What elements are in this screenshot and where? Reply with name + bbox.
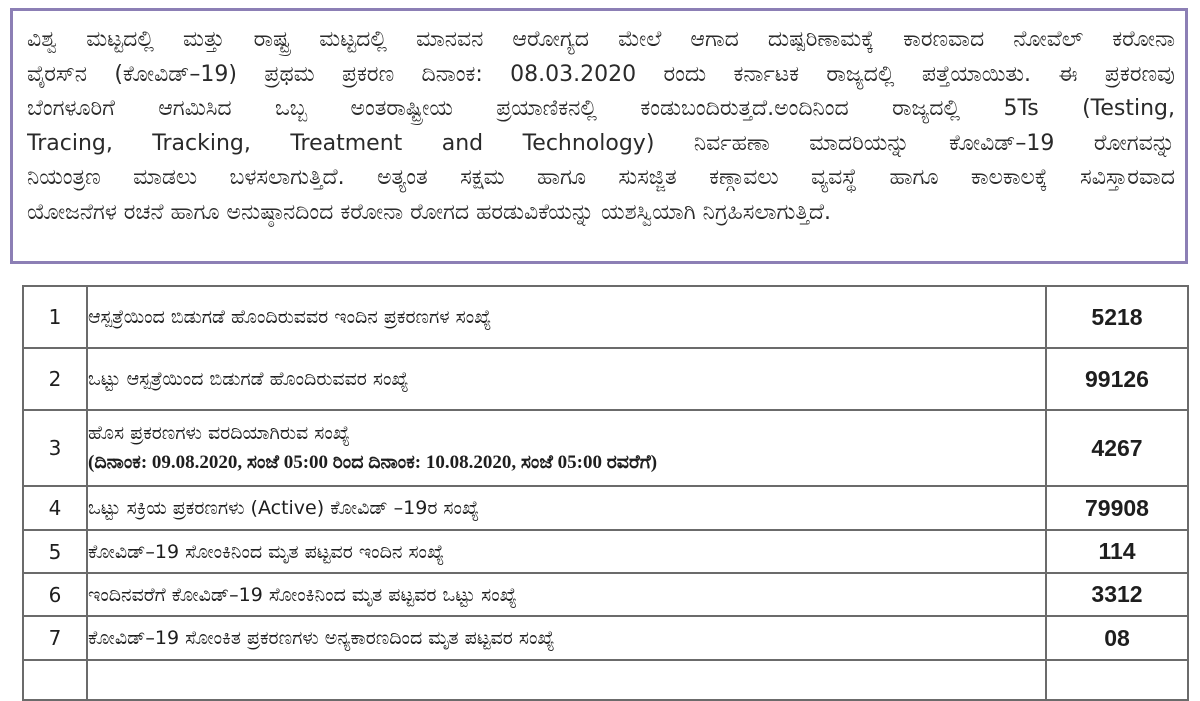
row-description: ಕೋವಿಡ್–19 ಸೋಂಕಿನಿಂದ ಮೃತ ಪಟ್ಟವರ ಇಂದಿನ ಸಂಖ್ಯೆ [87,530,1046,573]
intro-line-5: ನಿಯಂತ್ರಣ ಮಾಡಲು ಬಳಸಲಾಗುತ್ತಿದೆ. ಅತ್ಯಂತ ಸಕ್ಷಮ ಹಾಗೂ ಸುಸಜ್ಜಿತ ಕಣ್ಗಾವಲು ವ್ಯವಸ್ಥೆ ಹಾಗೂ ಕಾಲಕಾಲಕ್ಕೆ ಸವಿಸ್ತಾರವಾದ [27,165,1175,190]
row-value: 114 [1046,530,1188,573]
row-description: ಆಸ್ಪತ್ರೆಯಿಂದ ಬಿಡುಗಡೆ ಹೊಂದಿರುವವರ ಇಂದಿನ ಪ್ರಕರಣಗಳ ಸಂಖ್ಯೆ [87,286,1046,348]
row-value: 99126 [1046,348,1188,410]
row-number: 3 [23,410,87,486]
row-number [23,660,87,700]
intro-line-3: ಬೆಂಗಳೂರಿಗೆ ಆಗಮಿಸಿದ ಒಬ್ಬ ಅಂತರಾಷ್ಟ್ರೀಯ ಪ್ರಯಾಣಿಕನಲ್ಲಿ ಕಂಡುಬಂದಿರುತ್ತದೆ.ಅಂದಿನಿಂದ ರಾಜ್ಯದಲ್ಲಿ 5Ts (Testing, [27,96,1175,121]
row-number: 1 [23,286,87,348]
row-date-range: (ದಿನಾಂಕ: 09.08.2020, ಸಂಜೆ 05:00 ರಿಂದ ದಿನಾಂಕ: 10.08.2020, ಸಂಜೆ 05:00 ರವರೆಗೆ) [88,452,658,473]
table-row [23,486,1188,530]
table-row [23,573,1188,616]
row-value: 08 [1046,616,1188,660]
row-value: 79908 [1046,486,1188,530]
intro-line-2: ವೈರಸ್‌ನ (ಕೋವಿಡ್–19) ಪ್ರಥಮ ಪ್ರಕರಣ ದಿನಾಂಕ: 08.03.2020 ರಂದು ಕರ್ನಾಟಕ ರಾಜ್ಯದಲ್ಲಿ ಪತ್ತೆಯಾಯಿತು. ಈ ಪ್ರಕರಣವು [27,61,1175,87]
row-value [1046,660,1188,700]
row-number: 7 [23,616,87,660]
row-description-main: ಹೊಸ ಪ್ರಕರಣಗಳು ವರದಿಯಾಗಿರುವ ಸಂಖ್ಯೆ [88,422,350,444]
row-number: 4 [23,486,87,530]
table-row [23,616,1188,660]
row-number: 6 [23,573,87,616]
intro-line-4: Tracing, Tracking, Treatment and Technology) ನಿರ್ವಹಣಾ ಮಾದರಿಯನ್ನು ಕೋವಿಡ್–19 ರೋಗವನ್ನು [27,130,1175,156]
row-description: ಒಟ್ಟು ಸಕ್ರಿಯ ಪ್ರಕರಣಗಳು (Active) ಕೋವಿಡ್ –19ರ ಸಂಖ್ಯೆ [87,486,1046,530]
intro-line-6: ಯೋಜನೆಗಳ ರಚನೆ ಹಾಗೂ ಅನುಷ್ಠಾನದಿಂದ ಕರೋನಾ ರೋಗದ ಹರಡುವಿಕೆಯನ್ನು ಯಶಸ್ವಿಯಾಗಿ ನಿಗ್ರಹಿಸಲಾಗುತ್ತಿದೆ. [27,199,832,225]
row-description: ಕೋವಿಡ್–19 ಸೋಂಕಿತ ಪ್ರಕರಣಗಳು ಅನ್ಯಕಾರಣದಿಂದ ಮೃತ ಪಟ್ಟವರ ಸಂಖ್ಯೆ [87,616,1046,660]
table-row [23,286,1188,348]
row-value: 3312 [1046,573,1188,616]
row-number: 2 [23,348,87,410]
intro-paragraph-box [10,8,1188,264]
table-row [23,410,1188,486]
row-value: 5218 [1046,286,1188,348]
row-description [87,410,1046,486]
row-value: 4267 [1046,410,1188,486]
row-description: ಇಂದಿನವರೆಗೆ ಕೋವಿಡ್–19 ಸೋಂಕಿನಿಂದ ಮೃತ ಪಟ್ಟವರ ಒಟ್ಟು ಸಂಖ್ಯೆ [87,573,1046,616]
row-description [87,660,1046,700]
table-row-partial [23,660,1188,700]
table-row [23,530,1188,573]
row-number: 5 [23,530,87,573]
table-row [23,348,1188,410]
row-description: ಒಟ್ಟು ಆಸ್ಪತ್ರೆಯಿಂದ ಬಿಡುಗಡೆ ಹೊಂದಿರುವವರ ಸಂಖ್ಯೆ [87,348,1046,410]
covid-stats-table [22,285,1189,701]
intro-line-1: ವಿಶ್ವ ಮಟ್ಟದಲ್ಲಿ ಮತ್ತು ರಾಷ್ಟ್ರ ಮಟ್ಟದಲ್ಲಿ ಮಾನವನ ಆರೋಗ್ಯದ ಮೇಲೆ ಆಗಾದ ದುಷ್ಪರಿಣಾಮಕ್ಕೆ ಕಾರಣವಾದ ನೋವೆಲ್ ಕರೋನಾ [27,27,1175,52]
